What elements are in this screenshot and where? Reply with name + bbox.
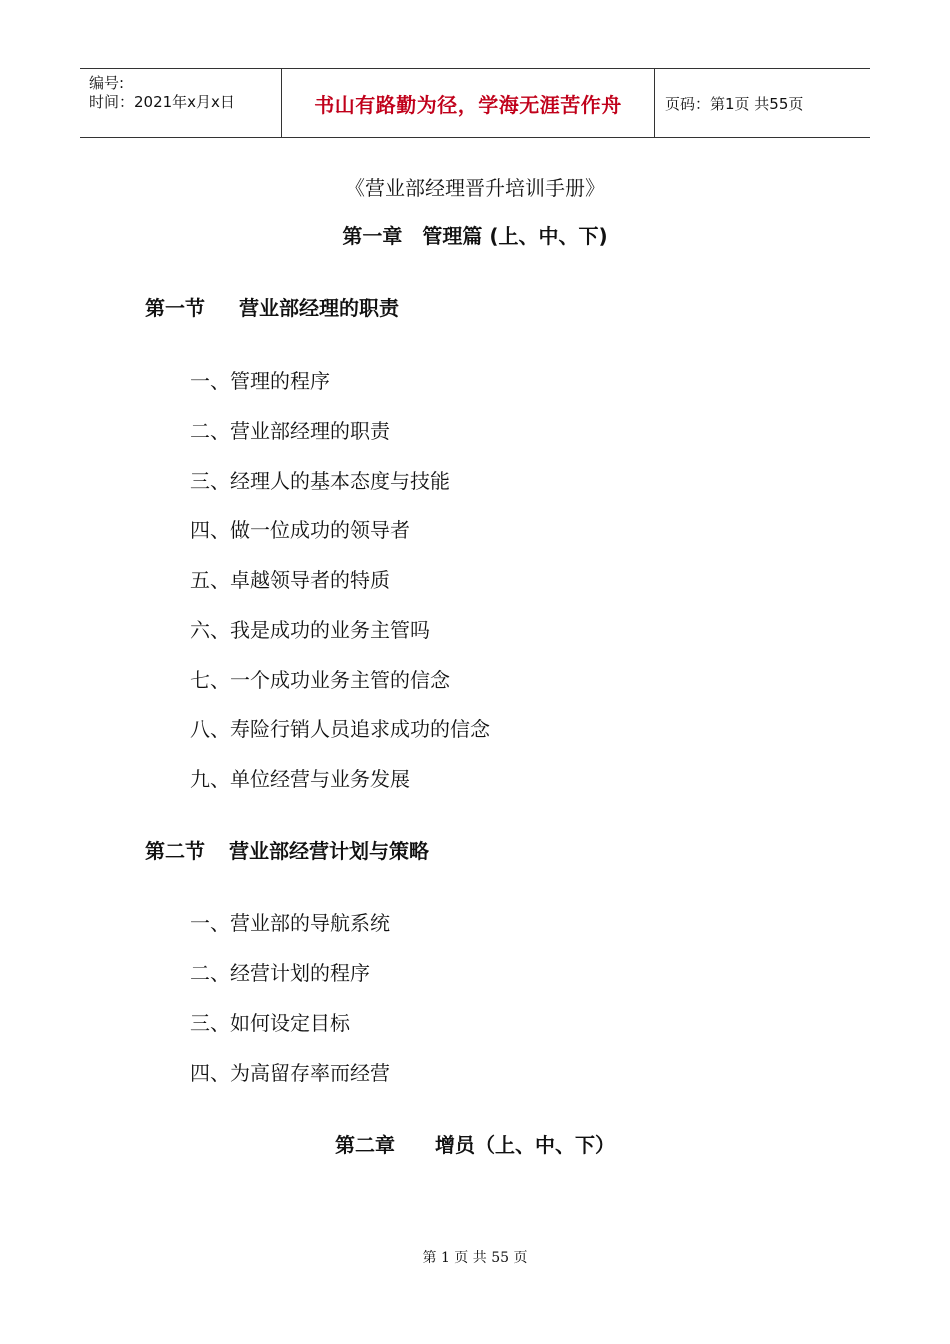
- list-item: 四、为高留存率而经营: [190, 1061, 390, 1085]
- section-2-title: 营业部经营计划与策略: [229, 839, 429, 863]
- list-item: 八、寿险行销人员追求成功的信念: [190, 717, 490, 741]
- section-1-label: 第一节: [145, 296, 205, 320]
- header-meta: [80, 69, 281, 137]
- header-page-cell: [655, 69, 870, 137]
- page-header: [80, 68, 870, 138]
- section-1-heading: [145, 292, 399, 321]
- document-title: 《营业部经理晋升培训手册》: [345, 176, 605, 200]
- list-item: 七、一个成功业务主管的信念: [190, 668, 450, 692]
- list-item: 一、营业部的导航系统: [190, 911, 390, 935]
- section-1-title: 营业部经理的职责: [239, 296, 399, 320]
- list-item: 三、经理人的基本态度与技能: [190, 469, 450, 493]
- list-item: 一、管理的程序: [190, 369, 330, 393]
- time-label: 时间：2021年x月x日: [89, 93, 235, 111]
- list-item: 五、卓越领导者的特质: [190, 568, 390, 592]
- motto: 书山有路勤为径，学海无涯苦作舟: [314, 92, 622, 117]
- list-item: 九、单位经营与业务发展: [190, 767, 410, 791]
- list-item: 三、如何设定目标: [190, 1011, 350, 1035]
- chapter-1-heading: 第一章 管理篇 (上、中、下): [342, 224, 608, 248]
- list-item: 六、我是成功的业务主管吗: [190, 618, 430, 642]
- page-footer: 第 1 页 共 55 页: [422, 1250, 528, 1266]
- list-item: 二、经营计划的程序: [190, 961, 370, 985]
- header-page-info: 页码：第1页 共55页: [665, 94, 804, 113]
- list-item: 四、做一位成功的领导者: [190, 518, 410, 542]
- list-item: 二、营业部经理的职责: [190, 419, 390, 443]
- header-motto-cell: [281, 69, 655, 137]
- chapter-2-heading: 第二章 增员（上、中、下）: [335, 1133, 615, 1157]
- number-label: 编号:: [89, 74, 125, 92]
- section-2-heading: [145, 835, 429, 864]
- section-2-label: 第二节: [145, 839, 205, 863]
